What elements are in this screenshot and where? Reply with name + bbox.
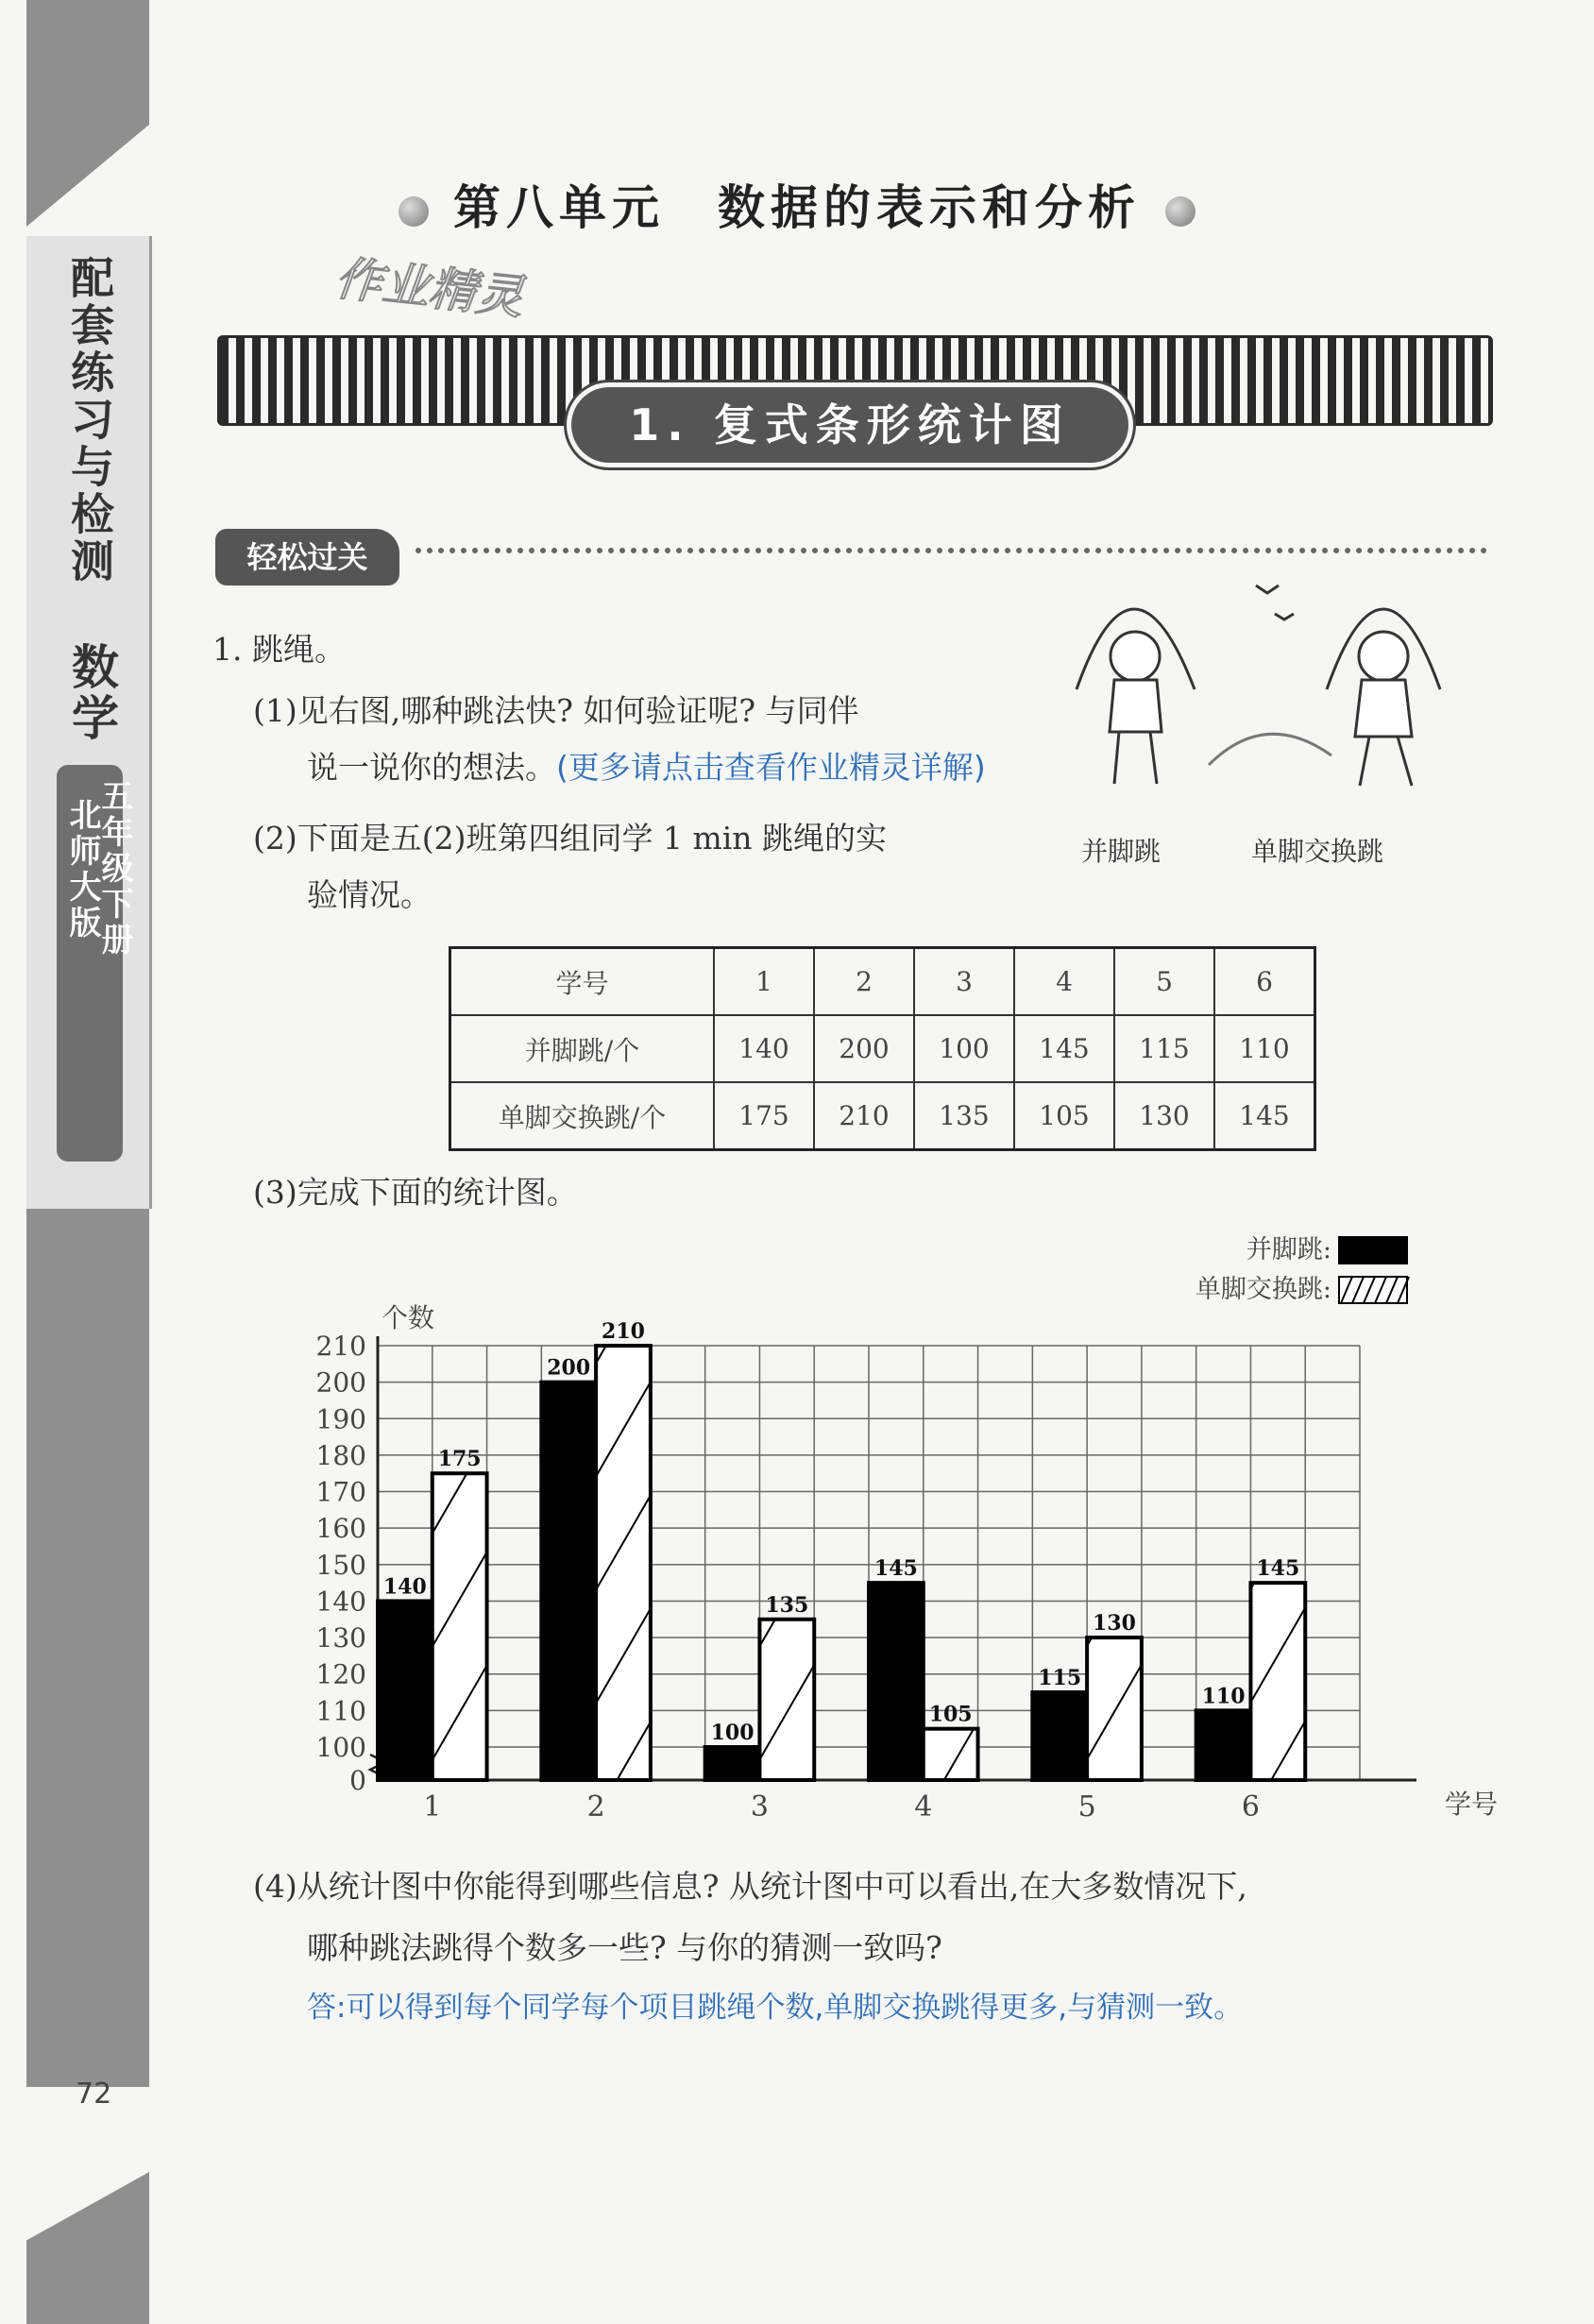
dotted-divider bbox=[415, 548, 1487, 553]
data-label: 145 bbox=[873, 1556, 918, 1582]
grade-text: 五年级下册 bbox=[95, 779, 133, 958]
x-tick-label: 5 bbox=[1077, 1790, 1096, 1824]
x-tick-label: 2 bbox=[586, 1790, 605, 1824]
data-label: 110 bbox=[1201, 1684, 1246, 1709]
question-1-2-line2: 验情况。 bbox=[307, 876, 432, 913]
table-cell: 1 bbox=[714, 948, 814, 1016]
bar-hatch-fill bbox=[596, 1346, 651, 1780]
subject-label: 数学 bbox=[64, 642, 119, 744]
x-tick-label: 4 bbox=[914, 1790, 933, 1824]
question-1-4-line2: 哪种跳法跳得个数多一些? 与你的猜测一致吗? bbox=[307, 1929, 942, 1966]
table-row bbox=[450, 1015, 1315, 1082]
bar-hatch-fill bbox=[924, 1729, 978, 1780]
data-label: 145 bbox=[1256, 1556, 1300, 1582]
y-tick-label: 160 bbox=[315, 1513, 366, 1545]
data-label: 115 bbox=[1038, 1666, 1082, 1691]
table-cell: 5 bbox=[1114, 948, 1214, 1016]
table-cell: 3 bbox=[914, 948, 1014, 1016]
question-1: 1. 跳绳。 bbox=[212, 631, 346, 668]
data-label: 105 bbox=[928, 1702, 973, 1727]
table-cell: 145 bbox=[1014, 1015, 1114, 1082]
answer-detail-link[interactable]: (更多请点击查看作业精灵详解) bbox=[556, 749, 986, 786]
x-tick-label: 1 bbox=[423, 1790, 442, 1824]
question-1-1-line2 bbox=[307, 746, 986, 789]
data-label: 135 bbox=[765, 1592, 809, 1618]
watermark: 作业精灵 bbox=[332, 250, 527, 326]
table-cell: 105 bbox=[1014, 1082, 1114, 1150]
bar-both-feet-6 bbox=[1196, 1710, 1251, 1780]
bar-chart bbox=[283, 1223, 1499, 1837]
y-axis-label: 个数 bbox=[382, 1302, 435, 1333]
table-cell: 110 bbox=[1214, 1015, 1315, 1082]
bar-hatch-fill bbox=[1250, 1583, 1305, 1780]
bar-both-feet-4 bbox=[869, 1583, 924, 1780]
table-cell: 130 bbox=[1114, 1082, 1214, 1150]
grade-label bbox=[63, 779, 133, 958]
caption-left: 并脚跳 bbox=[1081, 836, 1162, 867]
bar-hatch-fill bbox=[1087, 1637, 1142, 1780]
data-label: 210 bbox=[602, 1319, 645, 1344]
table-header-row bbox=[450, 948, 1315, 1016]
legend-swatch bbox=[1339, 1237, 1407, 1264]
series-title: 配套练习与检测 bbox=[64, 255, 115, 585]
y-tick-label: 190 bbox=[315, 1403, 366, 1435]
y-tick-label: 130 bbox=[315, 1622, 366, 1654]
data-label: 175 bbox=[437, 1447, 482, 1472]
bar-hatch-fill bbox=[432, 1473, 487, 1780]
table-cell: 200 bbox=[814, 1015, 914, 1082]
table-cell: 175 bbox=[714, 1082, 814, 1150]
x-axis-label: 学号 bbox=[1445, 1789, 1499, 1820]
table-cell: 6 bbox=[1214, 948, 1315, 1016]
bar-both-feet-5 bbox=[1032, 1692, 1087, 1780]
unit-title bbox=[0, 170, 1594, 238]
jump-rope-illustration bbox=[1058, 567, 1473, 793]
sidebar-lower-decoration bbox=[26, 1209, 149, 2087]
y-tick-label: 100 bbox=[315, 1732, 366, 1763]
bullet-dot-icon bbox=[398, 196, 429, 227]
table-cell: 学号 bbox=[450, 948, 715, 1016]
bar-both-feet-2 bbox=[541, 1383, 596, 1780]
table-cell: 140 bbox=[714, 1015, 814, 1082]
legend-label: 并脚跳: bbox=[1246, 1235, 1331, 1264]
chart-bars bbox=[378, 1346, 1305, 1780]
bar-both-feet-3 bbox=[705, 1747, 760, 1780]
y-tick-label: 180 bbox=[315, 1439, 366, 1471]
caption-right: 单脚交换跳 bbox=[1251, 836, 1384, 867]
table-cell: 145 bbox=[1214, 1082, 1315, 1150]
table-cell: 135 bbox=[914, 1082, 1014, 1150]
y-tick-label: 200 bbox=[315, 1366, 366, 1399]
edition-text: 北师大版 bbox=[63, 798, 101, 941]
y-tick-label: 120 bbox=[315, 1658, 366, 1690]
y-tick-label: 210 bbox=[315, 1331, 366, 1362]
y-tick-label: 170 bbox=[315, 1476, 366, 1508]
y-tick-label: 150 bbox=[315, 1549, 366, 1581]
table-cell: 单脚交换跳/个 bbox=[450, 1082, 715, 1150]
y-tick-label: 140 bbox=[315, 1586, 366, 1618]
section-title: 1. 复式条形统计图 bbox=[571, 387, 1128, 463]
question-1-4-line1: (4)从统计图中你能得到哪些信息? 从统计图中可以看出,在大多数情况下, bbox=[253, 1868, 1247, 1905]
x-tick-label: 6 bbox=[1241, 1790, 1260, 1824]
data-label: 100 bbox=[710, 1721, 755, 1745]
table-row bbox=[450, 1082, 1315, 1150]
data-label: 200 bbox=[547, 1355, 591, 1381]
bar-hatch-fill bbox=[759, 1620, 814, 1780]
bar-both-feet-1 bbox=[378, 1601, 432, 1780]
table-cell: 100 bbox=[914, 1015, 1014, 1082]
y-tick-label: 0 bbox=[349, 1765, 366, 1796]
table-cell: 并脚跳/个 bbox=[450, 1015, 715, 1082]
y-tick-label: 110 bbox=[315, 1695, 366, 1727]
table-cell: 4 bbox=[1014, 948, 1114, 1016]
data-label: 140 bbox=[382, 1574, 427, 1600]
bullet-dot-icon bbox=[1165, 196, 1196, 227]
table-cell: 210 bbox=[814, 1082, 914, 1150]
legend-label: 单脚交换跳: bbox=[1195, 1275, 1331, 1304]
question-1-2-line1: (2)下面是五(2)班第四组同学 1 min 跳绳的实 bbox=[253, 820, 888, 857]
data-table bbox=[449, 946, 1316, 1151]
answer-text: 答:可以得到每个同学每个项目跳绳个数,单脚交换跳得更多,与猜测一致。 bbox=[307, 1991, 1244, 2025]
data-label: 130 bbox=[1093, 1611, 1136, 1637]
table-cell: 115 bbox=[1114, 1015, 1214, 1082]
x-tick-label: 3 bbox=[750, 1790, 769, 1824]
table-cell: 2 bbox=[814, 948, 914, 1016]
sidebar-bottom-decoration bbox=[26, 2172, 149, 2324]
question-1-1-line1: (1)见右图,哪种跳法快? 如何验证呢? 与同伴 bbox=[253, 692, 859, 729]
page-number: 72 bbox=[76, 2078, 112, 2111]
question-1-1-text: 说一说你的想法。 bbox=[307, 749, 556, 786]
question-1-3: (3)完成下面的统计图。 bbox=[253, 1174, 578, 1211]
unit-title-text: 第八单元 数据的表示和分析 bbox=[453, 180, 1141, 235]
easy-tag: 轻松过关 bbox=[215, 529, 399, 585]
